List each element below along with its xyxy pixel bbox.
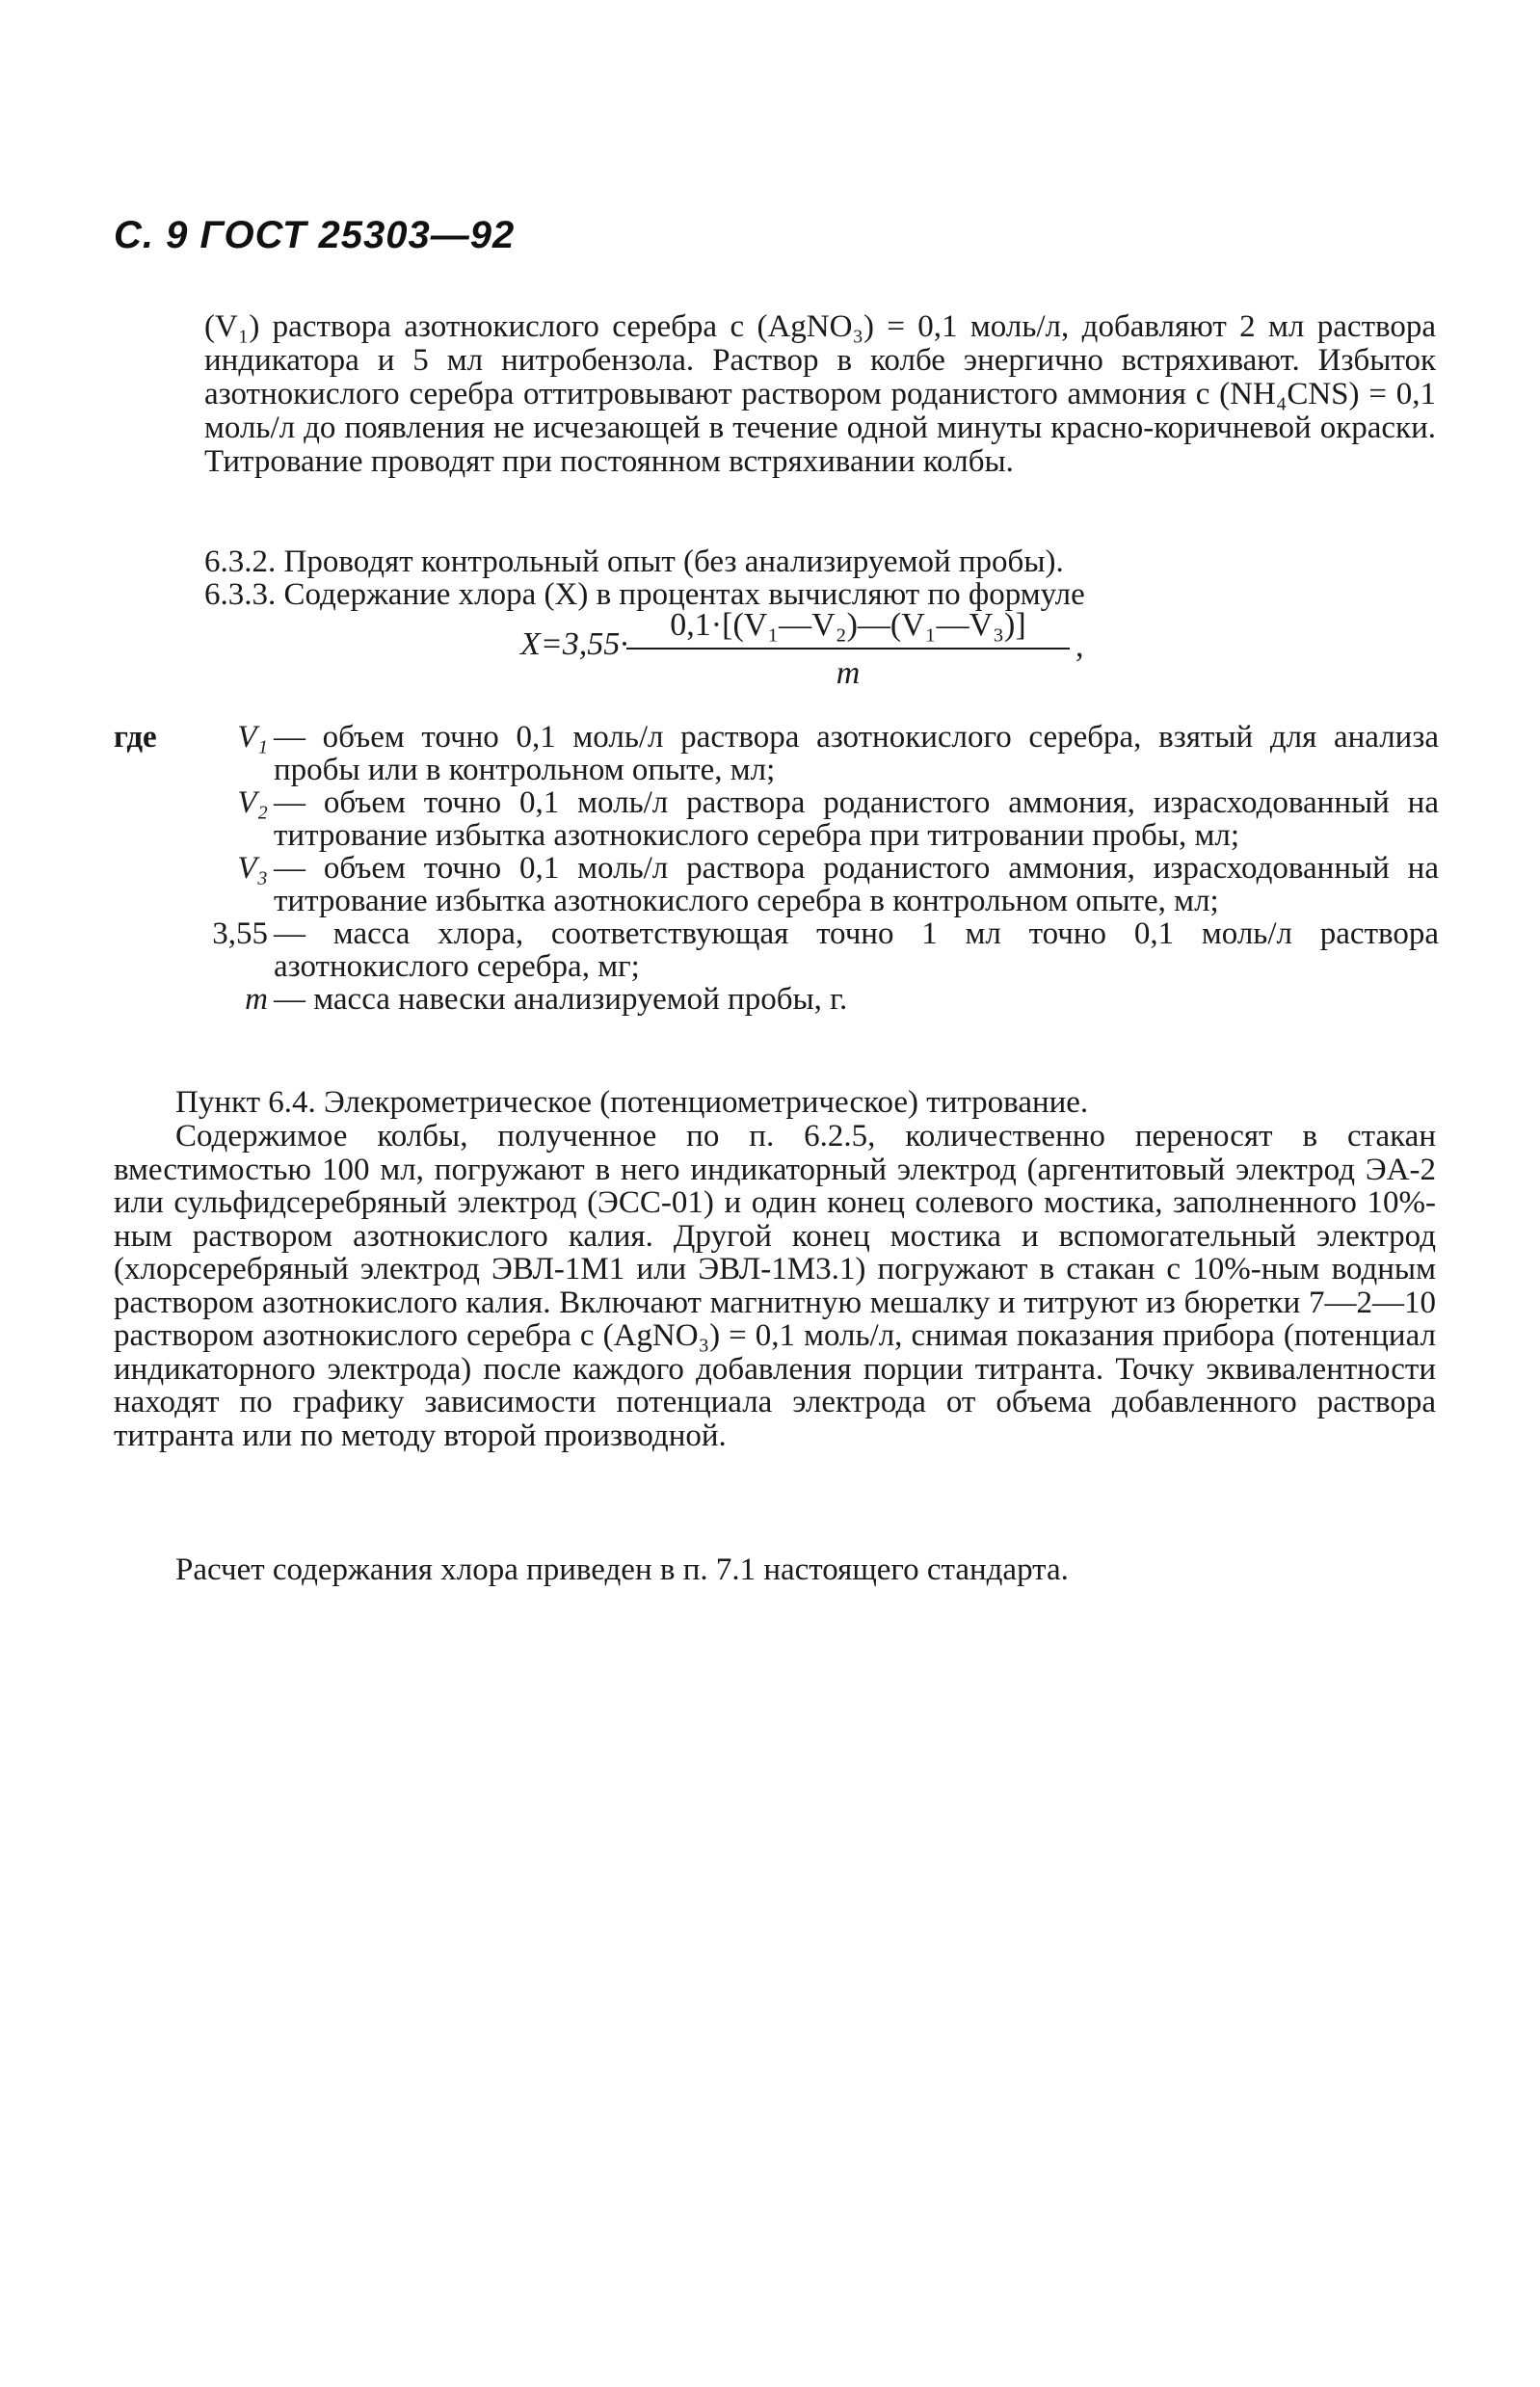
- definition-desc: — масса хлора, соответствующая точно 1 мл точно 0,1 моль/л раствора азотнокислого серебра, мг;: [274, 916, 1439, 984]
- definition-desc: — объем точно 0,1 моль/л раствора роданистого аммония, израсходованный на титрование избытка азотнокислого серебра при титровании пробы, мл;: [274, 785, 1439, 853]
- formula-denominator: m: [836, 655, 861, 691]
- definition-row: [114, 852, 1439, 917]
- formula-numerator: 0,1·[(V₁—V₂)—(V₁—V₃)]: [670, 607, 1026, 643]
- where-label: где: [114, 720, 157, 755]
- clause-6-4-body: [114, 1120, 1436, 1452]
- definition-term: 3,55: [212, 916, 268, 951]
- chlorine-formula: [385, 607, 1156, 713]
- definition-desc: — объем точно 0,1 моль/л раствора роданистого аммония, израсходованный на титрование избытка азотнокислого серебра в контрольном опыте, мл;: [274, 851, 1439, 918]
- paragraph-6-3-3: 6.3.3. Содержание хлора (X) в процентах вычисляют по формуле: [204, 577, 1085, 612]
- paragraph-calc-reference: Расчет содержания хлора приведен в п. 7.1 настоящего стандарта.: [175, 1552, 1069, 1587]
- definition-term: V₂: [237, 785, 268, 820]
- page-header: С. 9 ГОСТ 25303—92: [114, 214, 516, 256]
- paragraph-potentiometric: Содержимое колбы, полученное по п. 6.2.5, количественно переносят в стакан вместимостью 100 мл, погружают в него индикаторный электрод (аргентитовый электрод ЭА-2 или сульфидсеребряный электрод (ЭСС-01) и один конец солевого мостика, заполненного 10%-ным раствором азотнокислого калия. Другой конец мостика и вспомогательный электрод (хлорсеребряный электрод ЭВЛ-1М1 или ЭВЛ-1М3.1) погружают в стакан с 10%-ным водным раствором азотнокислого калия. Включают магнитную мешалку и титруют из бюретки 7—2—10 раствором азотнокислого серебра c (AgNO₃) = 0,1 моль/л, снимая показания прибора (потенциал индикаторного электрода) после каждого добавления порции титранта. Точку эквивалентности находят по графику зависимости потенциала электрода от объема добавленного раствора титранта или по методу второй производной.: [114, 1119, 1436, 1453]
- body-paragraph-top: [204, 310, 1436, 479]
- definition-row: [114, 917, 1439, 983]
- variable-definitions: [114, 721, 1439, 1016]
- paragraph-titration: (V₁) раствора азотнокислого серебра c (AgNO₃) = 0,1 моль/л, добавляют 2 мл раствора индикатора и 5 мл нитробензола. Раствор в колбе энергично встряхивают. Избыток азотнокислого серебра оттитровывают раствором роданистого аммония c (NH₄CNS) = 0,1 моль/л до появления не исчезающей в течение одной минуты красно-коричневой окраски. Титрование проводят при постоянном встряхивании колбы.: [204, 309, 1436, 479]
- definition-row: [114, 721, 1439, 786]
- clause-reference: [175, 1553, 1436, 1587]
- fraction-bar: [626, 648, 1070, 650]
- definition-term: m: [245, 982, 268, 1017]
- clause-6-3-2: [204, 545, 1436, 579]
- clause-6-4-title: [175, 1086, 1436, 1120]
- definition-desc: — объем точно 0,1 моль/л раствора азотнокислого серебра, взятый для анализа пробы или в контрольном опыте, мл;: [274, 720, 1439, 787]
- formula-lhs: X=3,55·: [520, 626, 628, 662]
- definition-desc: — масса навески анализируемой пробы, г.: [274, 982, 848, 1017]
- definition-term: V₁: [237, 720, 268, 755]
- definition-row: [114, 786, 1439, 852]
- paragraph-6-3-2: 6.3.2. Проводят контрольный опыт (без анализируемой пробы).: [204, 544, 1064, 579]
- definition-row: [114, 983, 1439, 1016]
- definition-term: V₃: [237, 851, 268, 886]
- paragraph-6-4: Пункт 6.4. Элекрометрическое (потенциометрическое) титрование.: [175, 1085, 1089, 1120]
- formula-comma: ,: [1075, 628, 1084, 664]
